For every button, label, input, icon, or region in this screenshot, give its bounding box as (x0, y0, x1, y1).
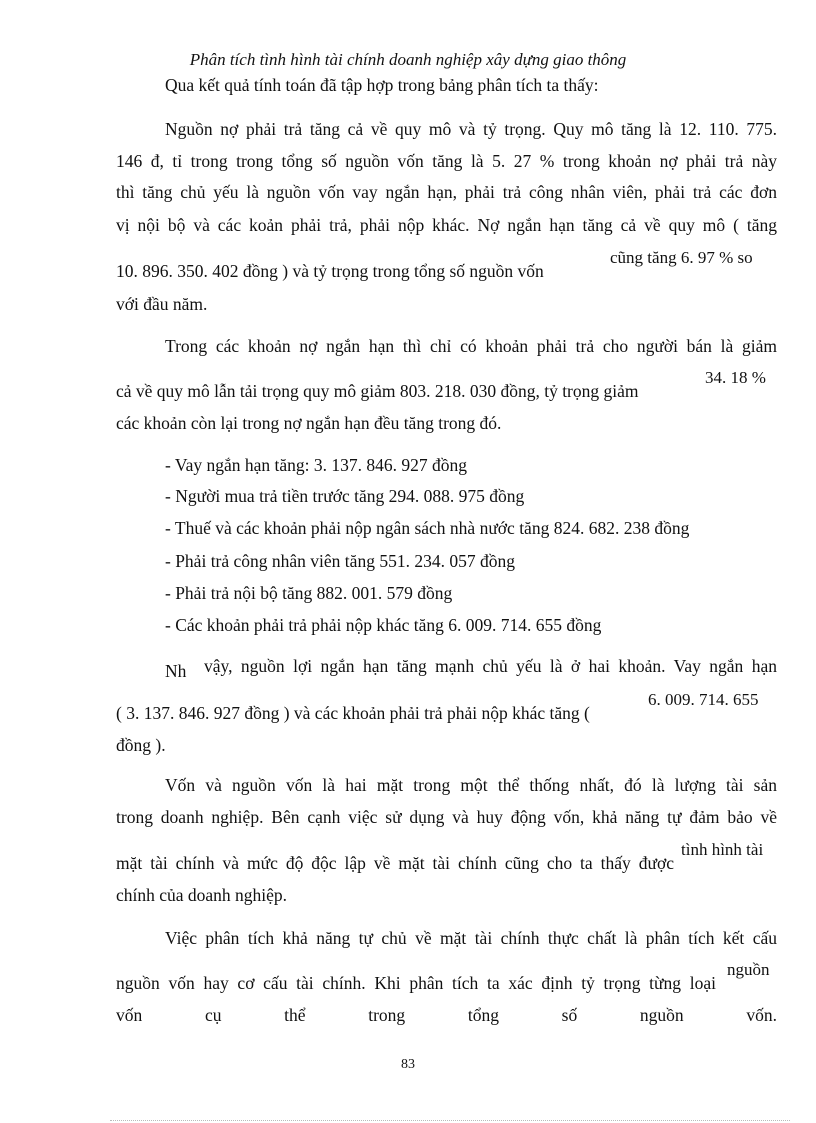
p1-line-5-raised: cũng tăng 6. 97 % so (610, 248, 753, 267)
p3-line-2-raised: 6. 009. 714. 655 (648, 690, 759, 709)
p3-line-2: ( 3. 137. 846. 927 đồng ) và các khoản phải trả phải nộp khác tăng ( (116, 703, 590, 723)
p5-line-2: nguồn vốn hay cơ cấu tài chính. Khi phân tích ta xác định tỷ trọng từng loại (116, 973, 716, 993)
p3-line-3: đồng ). (116, 735, 166, 755)
page-header-title: Phân tích tình hình tài chính doanh nghiệp xây dựng giao thông (189, 50, 627, 69)
p1-line-3: thì tăng chủ yếu là nguồn vốn vay ngắn hạn, phải trả công nhân viên, phải trả các đơn (116, 182, 777, 202)
p4-line-4: chính của doanh nghiệp. (116, 885, 288, 905)
p4-line-3-raised: tình hình tài (681, 840, 764, 859)
p5-line-1: Việc phân tích khả năng tự chủ về mặt tài chính thực chất là phân tích kết cấu (165, 928, 777, 948)
list-item-2: - Người mua trả tiền trước tăng 294. 088. 975 đồng (165, 486, 525, 506)
p2-line-3: các khoản còn lại trong nợ ngắn hạn đều tăng trong đó. (116, 413, 502, 433)
footer-divider (110, 1120, 790, 1121)
p5-line-2-raised: nguồn (727, 960, 770, 979)
p1-line-1: Nguồn nợ phải trả tăng cả về quy mô và tỷ trọng. Quy mô tăng là 12. 110. 775. (165, 119, 777, 139)
p2-line-2: cả về quy mô lẫn tải trọng quy mô giảm 803. 218. 030 đồng, tỷ trọng giảm (116, 381, 639, 401)
page-number: 83 (401, 1057, 415, 1072)
p2-line-2-raised: 34. 18 % (705, 368, 766, 387)
p5-line-3: vốn cụ thể trong tổng số nguồn vốn. (116, 1005, 777, 1025)
list-item-3: - Thuế và các khoản phải nộp ngân sách nhà nước tăng 824. 682. 238 đồng (165, 518, 690, 538)
p4-line-3: mặt tài chính và mức độ độc lập về mặt tài chính cũng cho ta thấy được (116, 853, 674, 873)
p1-line-5: 10. 896. 350. 402 đồng ) và tỷ trọng trong tổng số nguồn vốn (116, 261, 544, 281)
p1-line-4: vị nội bộ và các koản phải trả, phải nộp khác. Nợ ngắn hạn tăng cả về quy mô ( tăng (116, 215, 777, 235)
p4-line-1: Vốn và nguồn vốn là hai mặt trong một thể thống nhất, đó là lượng tài sản (165, 775, 777, 795)
p1-line-2: 146 đ, tỉ trong trong tổng số nguồn vốn tăng là 5. 27 % trong khoản nợ phải trả này (116, 151, 777, 171)
list-item-4: - Phải trả công nhân viên tăng 551. 234. 057 đồng (165, 551, 515, 571)
list-item-6: - Các khoản phải trả phải nộp khác tăng 6. 009. 714. 655 đồng (165, 615, 602, 635)
list-item-1: - Vay ngắn hạn tăng: 3. 137. 846. 927 đồng (165, 455, 468, 475)
p3-line-1-rest: vậy, nguồn lợi ngắn hạn tăng mạnh chủ yếu là ở hai khoản. Vay ngắn hạn (204, 656, 777, 676)
p3-line-1-start: Nh (165, 661, 187, 681)
list-item-5: - Phải trả nội bộ tăng 882. 001. 579 đồng (165, 583, 453, 603)
p1-line-6: với đầu năm. (116, 294, 208, 314)
p2-line-1: Trong các khoản nợ ngắn hạn thì chỉ có khoản phải trả cho người bán là giảm (165, 336, 777, 356)
p4-line-2: trong doanh nghiệp. Bên cạnh việc sử dụng và huy động vốn, khả năng tự đảm bảo về (116, 807, 777, 827)
intro-line: Qua kết quả tính toán đã tập hợp trong bảng phân tích ta thấy: (165, 75, 599, 95)
